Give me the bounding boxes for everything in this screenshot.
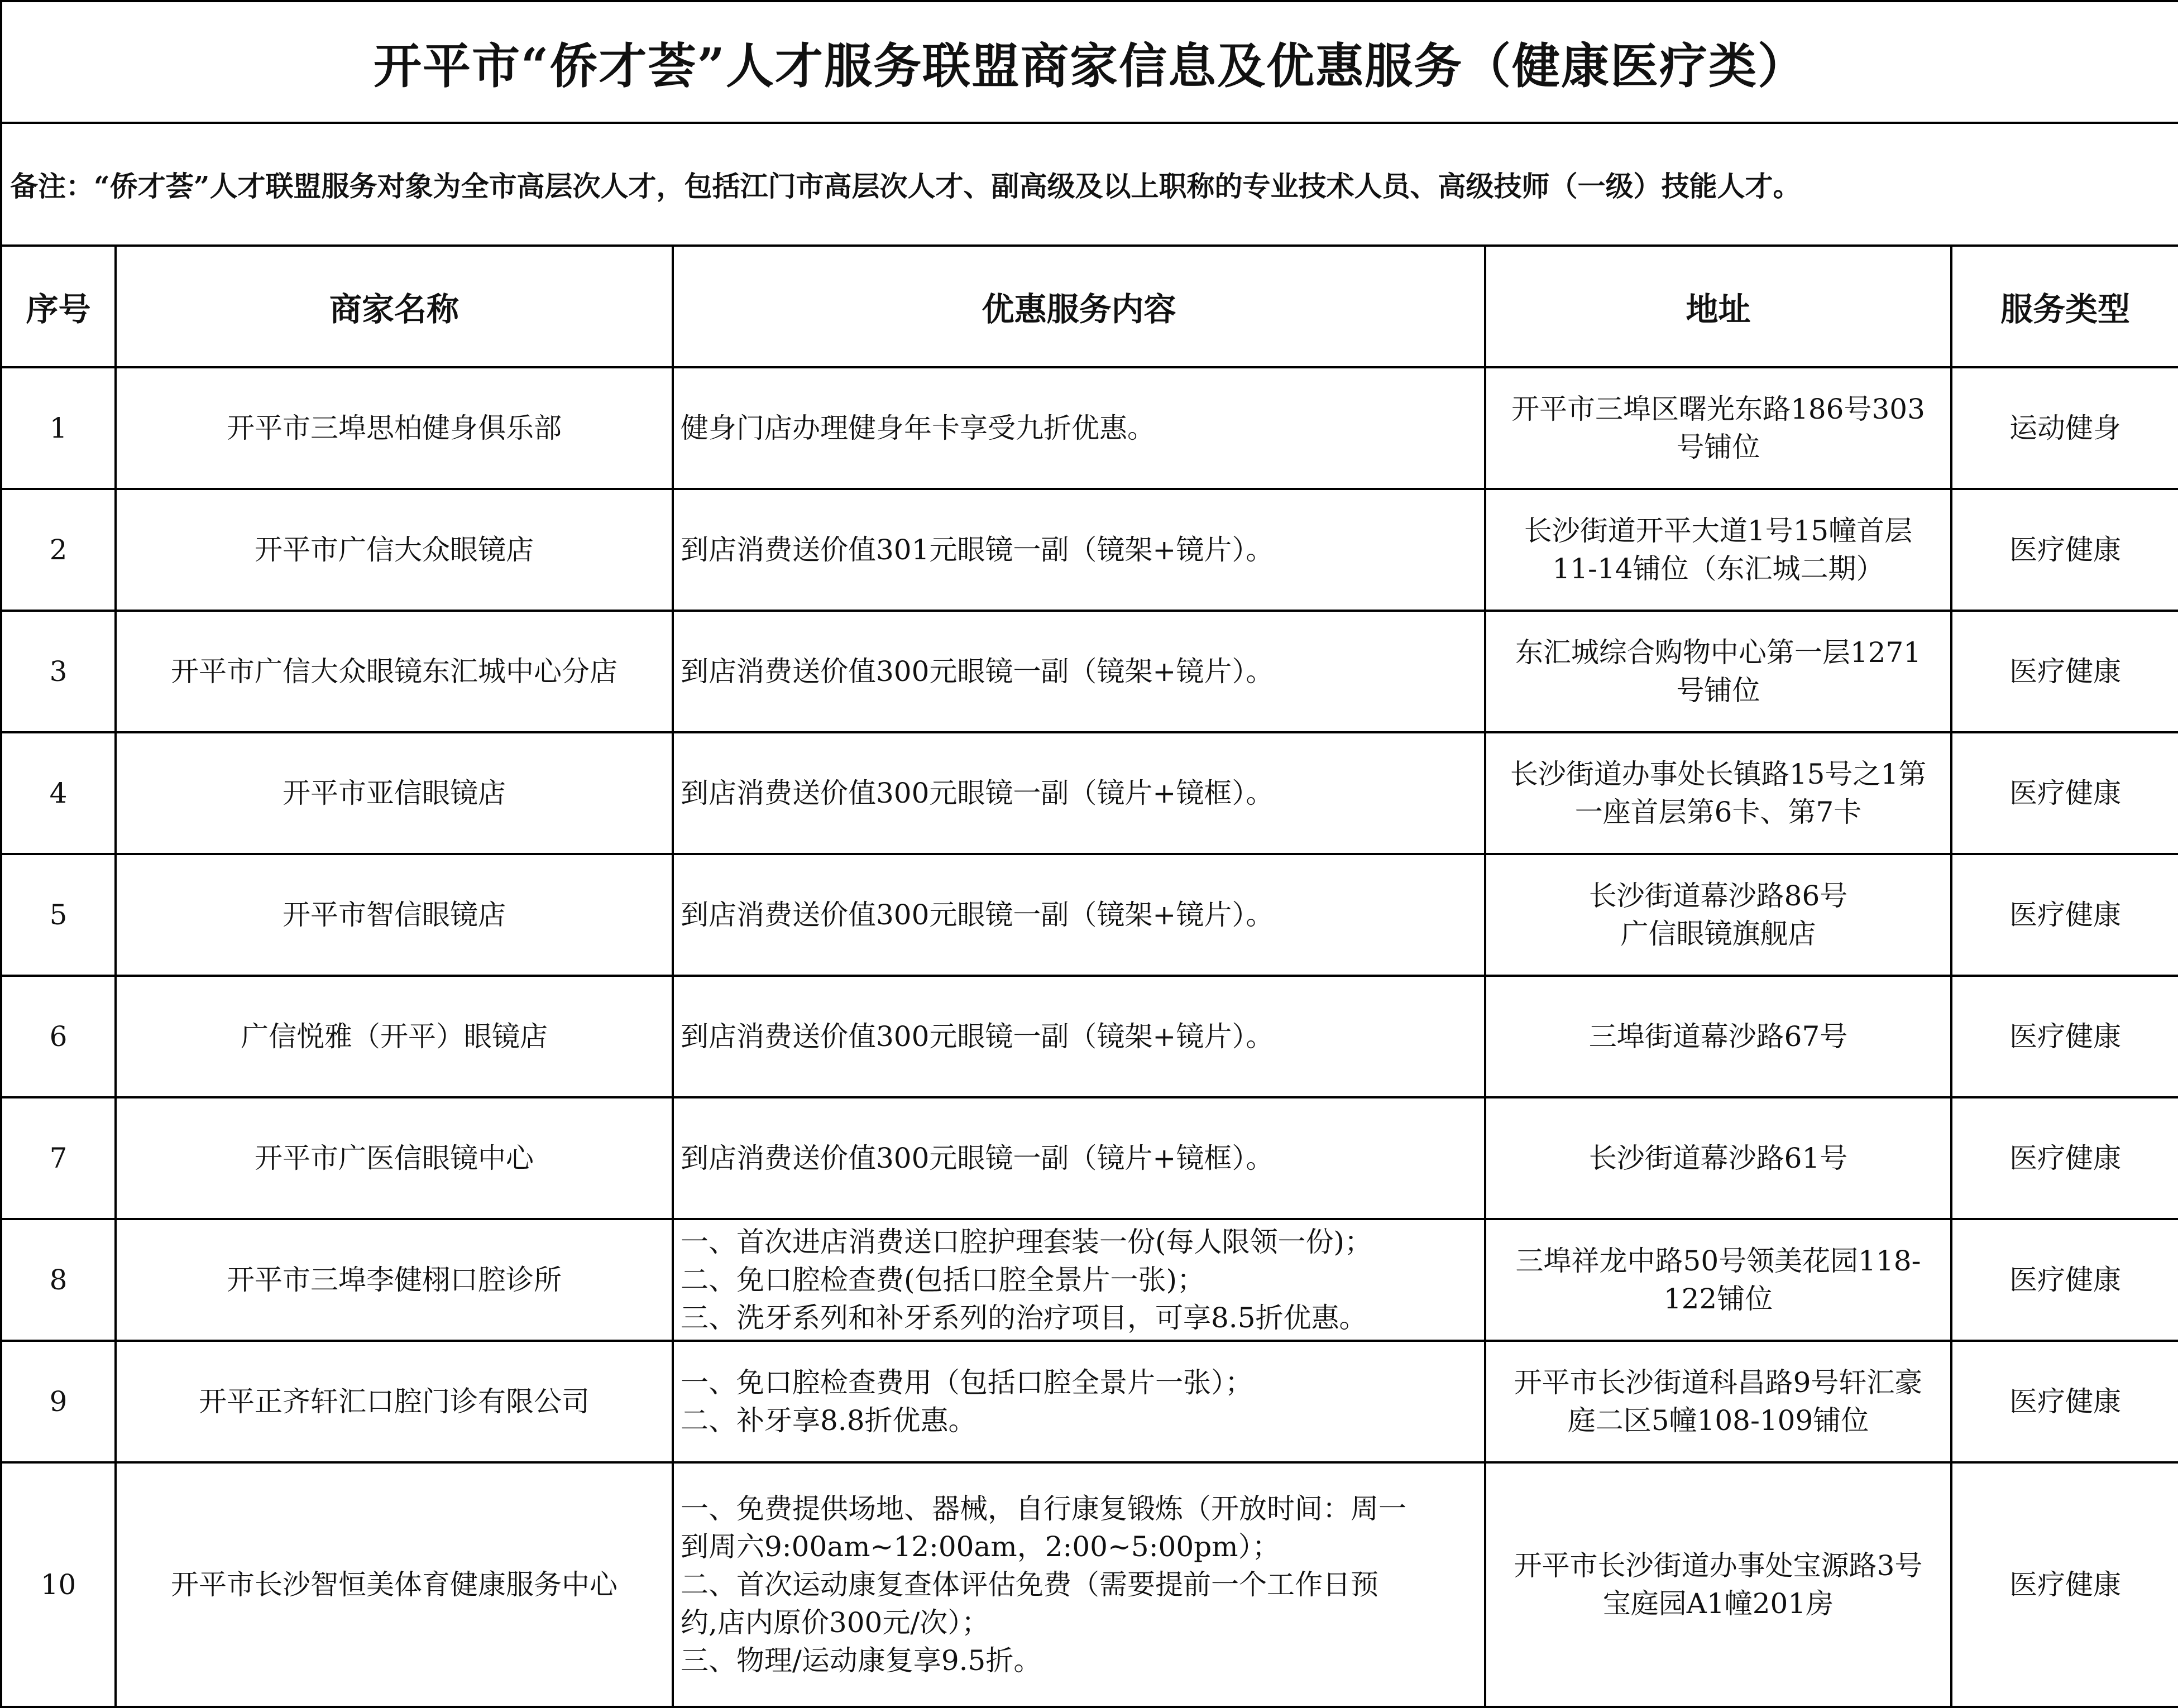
offer-line: 一、首次进店消费送口腔护理套装一份(每人限领一份)；: [681, 1226, 1373, 1258]
header-index: 序号: [1, 246, 116, 367]
cell-index: 7: [1, 1097, 116, 1219]
cell-merchant: 广信悦雅（开平）眼镜店: [116, 976, 673, 1097]
cell-offer: [673, 854, 1485, 976]
cell-index: 3: [1, 611, 116, 732]
address-line: 庭二区5幢108-109铺位: [1567, 1404, 1869, 1437]
table-row: [1, 732, 2178, 854]
cell-merchant: 开平市广信大众眼镜店: [116, 489, 673, 611]
header-row: [1, 246, 2178, 367]
cell-index: 10: [1, 1462, 116, 1707]
offer-line: 到店消费送价值300元眼镜一副（镜架+镜片）。: [681, 899, 1274, 931]
cell-type: 运动健身: [1951, 367, 2178, 489]
cell-offer: [673, 611, 1485, 732]
cell-type: 医疗健康: [1951, 854, 2178, 976]
offer-line: 二、补牙享8.8折优惠。: [681, 1404, 976, 1437]
cell-address: [1485, 611, 1951, 732]
address-line: 号铺位: [1676, 674, 1760, 707]
address-line: 开平市三埠区曙光东路186号303: [1511, 393, 1925, 425]
table-row: [1, 1462, 2178, 1707]
address-line: 号铺位: [1676, 431, 1760, 463]
offer-line: 二、首次运动康复查体评估免费（需要提前一个工作日预: [681, 1568, 1378, 1601]
offer-line: 到店消费送价值301元眼镜一副（镜架+镜片）。: [681, 534, 1274, 566]
cell-offer: [673, 1097, 1485, 1219]
offer-line: 三、洗牙系列和补牙系列的治疗项目，可享8.5折优惠。: [681, 1302, 1367, 1334]
address-line: 长沙街道办事处长镇路15号之1第: [1510, 758, 1927, 790]
cell-offer: [673, 489, 1485, 611]
cell-offer: [673, 1341, 1485, 1462]
cell-address: [1485, 1219, 1951, 1341]
cell-address: [1485, 1341, 1951, 1462]
table-row: [1, 367, 2178, 489]
offer-line: 约,店内原价300元/次）；: [681, 1606, 990, 1639]
cell-address: [1485, 732, 1951, 854]
cell-type: 医疗健康: [1951, 1219, 2178, 1341]
cell-index: 1: [1, 367, 116, 489]
offer-line: 一、免费提供场地、器械，自行康复锻炼（开放时间：周一: [681, 1493, 1406, 1525]
cell-offer: [673, 732, 1485, 854]
cell-type: 医疗健康: [1951, 976, 2178, 1097]
header-address: 地址: [1485, 246, 1951, 367]
cell-index: 6: [1, 976, 116, 1097]
cell-address: [1485, 489, 1951, 611]
address-line: 长沙街道幕沙路61号: [1588, 1142, 1848, 1174]
cell-type: 医疗健康: [1951, 1097, 2178, 1219]
cell-index: 2: [1, 489, 116, 611]
cell-merchant: 开平市广医信眼镜中心: [116, 1097, 673, 1219]
address-line: 11-14铺位（东汇城二期）: [1552, 553, 1884, 585]
cell-index: 9: [1, 1341, 116, 1462]
cell-address: [1485, 1097, 1951, 1219]
offer-line: 到周六9:00am~12:00am，2:00~5:00pm）；: [681, 1531, 1280, 1563]
cell-address: [1485, 1462, 1951, 1707]
address-line: 一座首层第6卡、第7卡: [1574, 796, 1862, 828]
cell-index: 4: [1, 732, 116, 854]
cell-offer: [673, 367, 1485, 489]
cell-offer: [673, 1219, 1485, 1341]
offer-line: 到店消费送价值300元眼镜一副（镜片+镜框）。: [681, 777, 1274, 809]
cell-merchant: 开平市亚信眼镜店: [116, 732, 673, 854]
header-offer: 优惠服务内容: [673, 246, 1485, 367]
offer-line: 到店消费送价值300元眼镜一副（镜架+镜片）。: [681, 1020, 1274, 1053]
cell-merchant: 开平正齐轩汇口腔门诊有限公司: [116, 1341, 673, 1462]
offer-line: 二、免口腔检查费(包括口腔全景片一张)；: [681, 1264, 1205, 1296]
cell-address: [1485, 367, 1951, 489]
cell-type: 医疗健康: [1951, 611, 2178, 732]
table-row: [1, 1341, 2178, 1462]
cell-offer: [673, 976, 1485, 1097]
offer-line: 到店消费送价值300元眼镜一副（镜架+镜片）。: [681, 655, 1274, 688]
header-merchant: 商家名称: [116, 246, 673, 367]
offer-line: 健身门店办理健身年卡享受九折优惠。: [681, 412, 1155, 444]
address-line: 长沙街道开平大道1号15幢首层: [1524, 515, 1913, 547]
address-line: 宝庭园A1幢201房: [1602, 1587, 1834, 1620]
note-text: 备注：“侨才荟”人才联盟服务对象为全市高层次人才，包括江门市高层次人才、副高级及以上职称的专业技术人员、高级技师（一级）技能人才。: [1, 123, 2178, 246]
cell-address: [1485, 976, 1951, 1097]
address-line: 长沙街道幕沙路86号: [1588, 880, 1848, 912]
table-row: [1, 1097, 2178, 1219]
offer-line: 三、物理/运动康复享9.5折。: [681, 1644, 1042, 1677]
cell-offer: [673, 1462, 1485, 1707]
offer-line: 到店消费送价值300元眼镜一副（镜片+镜框）。: [681, 1142, 1274, 1174]
page-title: 开平市“侨才荟”人才服务联盟商家信息及优惠服务（健康医疗类）: [1, 1, 2178, 123]
address-line: 三埠街道幕沙路67号: [1588, 1020, 1848, 1053]
cell-address: [1485, 854, 1951, 976]
note-row: [1, 123, 2178, 246]
address-line: 东汇城综合购物中心第一层1271: [1515, 636, 1922, 669]
table-row: [1, 854, 2178, 976]
address-line: 开平市长沙街道科昌路9号轩汇豪: [1514, 1366, 1923, 1399]
cell-merchant: 开平市三埠思柏健身俱乐部: [116, 367, 673, 489]
offer-line: 一、免口腔检查费用（包括口腔全景片一张）；: [681, 1366, 1253, 1399]
header-type: 服务类型: [1951, 246, 2178, 367]
address-line: 广信眼镜旗舰店: [1620, 918, 1816, 950]
cell-merchant: 开平市三埠李健栩口腔诊所: [116, 1219, 673, 1341]
cell-index: 8: [1, 1219, 116, 1341]
cell-merchant: 开平市智信眼镜店: [116, 854, 673, 976]
cell-type: 医疗健康: [1951, 1462, 2178, 1707]
title-row: [1, 1, 2178, 123]
address-line: 122铺位: [1663, 1283, 1773, 1315]
table-row: [1, 611, 2178, 732]
cell-index: 5: [1, 854, 116, 976]
cell-merchant: 开平市广信大众眼镜东汇城中心分店: [116, 611, 673, 732]
address-line: 开平市长沙街道办事处宝源路3号: [1514, 1549, 1923, 1582]
cell-type: 医疗健康: [1951, 1341, 2178, 1462]
address-line: 三埠祥龙中路50号领美花园118-: [1515, 1245, 1921, 1277]
table-row: [1, 489, 2178, 611]
cell-type: 医疗健康: [1951, 732, 2178, 854]
table-row: [1, 976, 2178, 1097]
cell-type: 医疗健康: [1951, 489, 2178, 611]
cell-merchant: 开平市长沙智恒美体育健康服务中心: [116, 1462, 673, 1707]
table-row: [1, 1219, 2178, 1341]
